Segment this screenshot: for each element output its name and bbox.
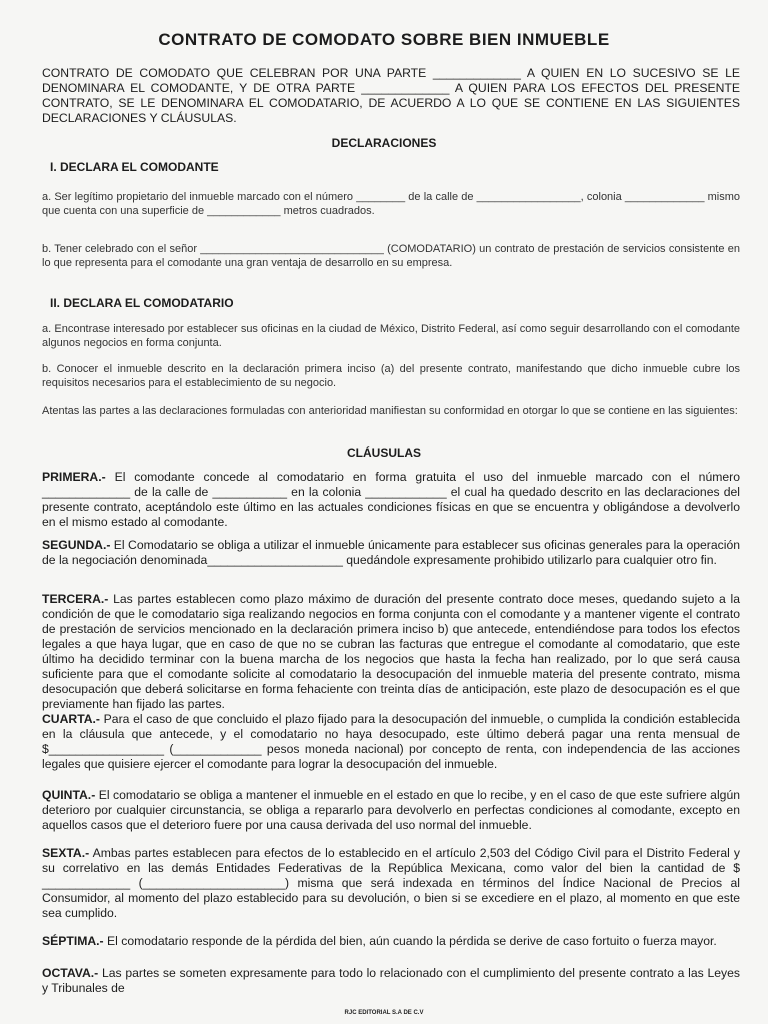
clause-septima — [42, 934, 740, 949]
clause-text: Las partes establecen como plazo máximo de duración del presente contrato doce meses, quedando sujeto a la condición de que le comodatario siga realizando negocios en forma conjunta con el comodante y a mantener vigente el contrato de prestación de servicios mencionado en la declaración primera inciso b) que antecede, entendiéndose para todos los efectos legales a que haya lugar, que en caso de que no se cubran las facturas que entregue el comodante al comodatario, que este último ha decidido terminar con la buena marcha de los negocios que hasta la fecha han realizado, por lo que será causa suficiente para que el comodante solicite al comodatario la desocupación del inmueble materia del presente contrato, misma desocupación que deberá solicitarse en forma fehaciente con treinta días de anticipación, este plazo de desocupación es el que previamente han fijado las partes. — [42, 592, 740, 711]
clause-label: CUARTA.- — [42, 712, 100, 726]
atentas-paragraph: Atentas las partes a las declaraciones formuladas con anterioridad manifiestan su conformidad en otorgar lo que se contiene en las siguientes: — [42, 405, 738, 417]
clause-label: TERCERA.- — [42, 592, 109, 606]
clause-label: PRIMERA.- — [42, 470, 106, 484]
publisher-footer: RJC EDITORIAL S.A DE C.V — [344, 1010, 424, 1016]
clause-text: Para el caso de que concluido el plazo fijado para la desocupación del inmueble, o cumplida la condición establecida en la cláusula que antecede, y el comodatario no haya desocupado, este último deberá pagar una renta mensual de $_________________ (_____________ pesos moneda nacional) por concepto de renta, con independencia de las acciones legales que quisiere ejercer el comodante para lograr la desocupación del inmueble. — [42, 712, 741, 771]
clausulas-heading: CLÁUSULAS — [347, 446, 421, 460]
clause-label: SEXTA.- — [42, 846, 90, 860]
clause-label: QUINTA.- — [42, 788, 96, 802]
clause-octava — [42, 966, 740, 996]
clause-quinta — [42, 788, 740, 833]
section-2-item-a: a. Encontrase interesado por establecer sus oficinas en la ciudad de México, Distrito Federal, así como seguir desarrollando con el comodante algunos negocios en forma conjunta. — [42, 323, 740, 349]
clause-sexta — [42, 846, 740, 921]
clause-text: El comodante concede al comodatario en forma gratuita el uso del inmueble marcado con el número _____________ de la calle de ___________ en la colonia ____________ el cual ha quedado descrito en las declaraciones del presente contrato, aceptándolo este último en las actuales condiciones físicas en que se encuentra y obligándose a devolverlo en el mismo estado al comodante. — [42, 470, 740, 529]
clause-text: Ambas partes establecen para efectos de lo establecido en el artículo 2,503 del Código Civil para el Distrito Federal y su correlativo en las demás Entidades Federativas de la República Mexicana, como valor del bien la cantidad de $ _____________ (_____________________) misma que será indexada en términos del Índice Nacional de Precios al Consumidor, al momento del plazo establecido para su devolución, o bien si se excediere en el plazo, al momento en que este sea cumplido. — [42, 846, 740, 920]
clause-text: Las partes se someten expresamente para todo lo relacionado con el cumplimiento del presente contrato a las Leyes y Tribunales de — [42, 966, 741, 995]
intro-paragraph: CONTRATO DE COMODATO QUE CELEBRAN POR UNA PARTE _____________ A QUIEN EN LO SUCESIVO SE LE DENOMINARA EL COMODANTE, Y DE OTRA PARTE _____________ A QUIEN PARA LOS EFECTOS DEL PRESENTE CONTRATO, SE LE DENOMINARA EL COMODATARIO, DE ACUERDO A LO QUE SE CONTIENE EN LAS SIGUIENTES DECLARACIONES Y CLÁUSULAS. — [42, 66, 740, 125]
section-1-item-a: a. Ser legítimo propietario del inmueble marcado con el número ________ de la calle de _________________, colonia _____________ mismo que cuenta con una superficie de ____________ metros cuadrados. — [42, 191, 740, 217]
clause-text: El comodatario se obliga a mantener el inmueble en el estado en que lo recibe, y en el caso de que este sufriere algún deterioro por cualquier circunstancia, se obliga a repararlo para devolverlo en perfectas condiciones al comodante, excepto en aquellos casos que el deterioro fuere por una causa derivada del uso normal del inmueble. — [42, 788, 740, 832]
clause-label: SÉPTIMA.- — [42, 934, 104, 948]
section-2-heading: II. DECLARA EL COMODATARIO — [50, 296, 234, 310]
section-1-heading: I. DECLARA EL COMODANTE — [50, 160, 219, 174]
section-2-item-b: b. Conocer el inmueble descrito en la declaración primera inciso (a) del presente contrato, manifestando que dicho inmueble cubre los requisitos necesarios para el establecimiento de su negocio. — [42, 363, 740, 389]
clause-primera — [42, 470, 740, 530]
clause-cuarta — [42, 712, 740, 772]
document-title: CONTRATO DE COMODATO SOBRE BIEN INMUEBLE — [158, 30, 610, 49]
section-1-item-b: b. Tener celebrado con el señor ______________________________ (COMODATARIO) un contrato de prestación de servicios consistente en lo que representa para el comodante una gran ventaja de desarrollo en su empresa. — [42, 243, 740, 269]
clause-text: El Comodatario se obliga a utilizar el inmueble únicamente para establecer sus oficinas generales para la operación de la negociación denominada____________________ quedándole expresamente prohibido utilizarlo para cualquier otro fin. — [42, 538, 741, 567]
clause-tercera — [42, 592, 740, 712]
declaraciones-heading: DECLARACIONES — [331, 136, 437, 150]
clause-label: OCTAVA.- — [42, 966, 99, 980]
clause-label: SEGUNDA.- — [42, 538, 111, 552]
clause-segunda — [42, 538, 740, 568]
clause-text: El comodatario responde de la pérdida del bien, aún cuando la pérdida se derive de caso fortuito o fuerza mayor. — [107, 934, 717, 948]
